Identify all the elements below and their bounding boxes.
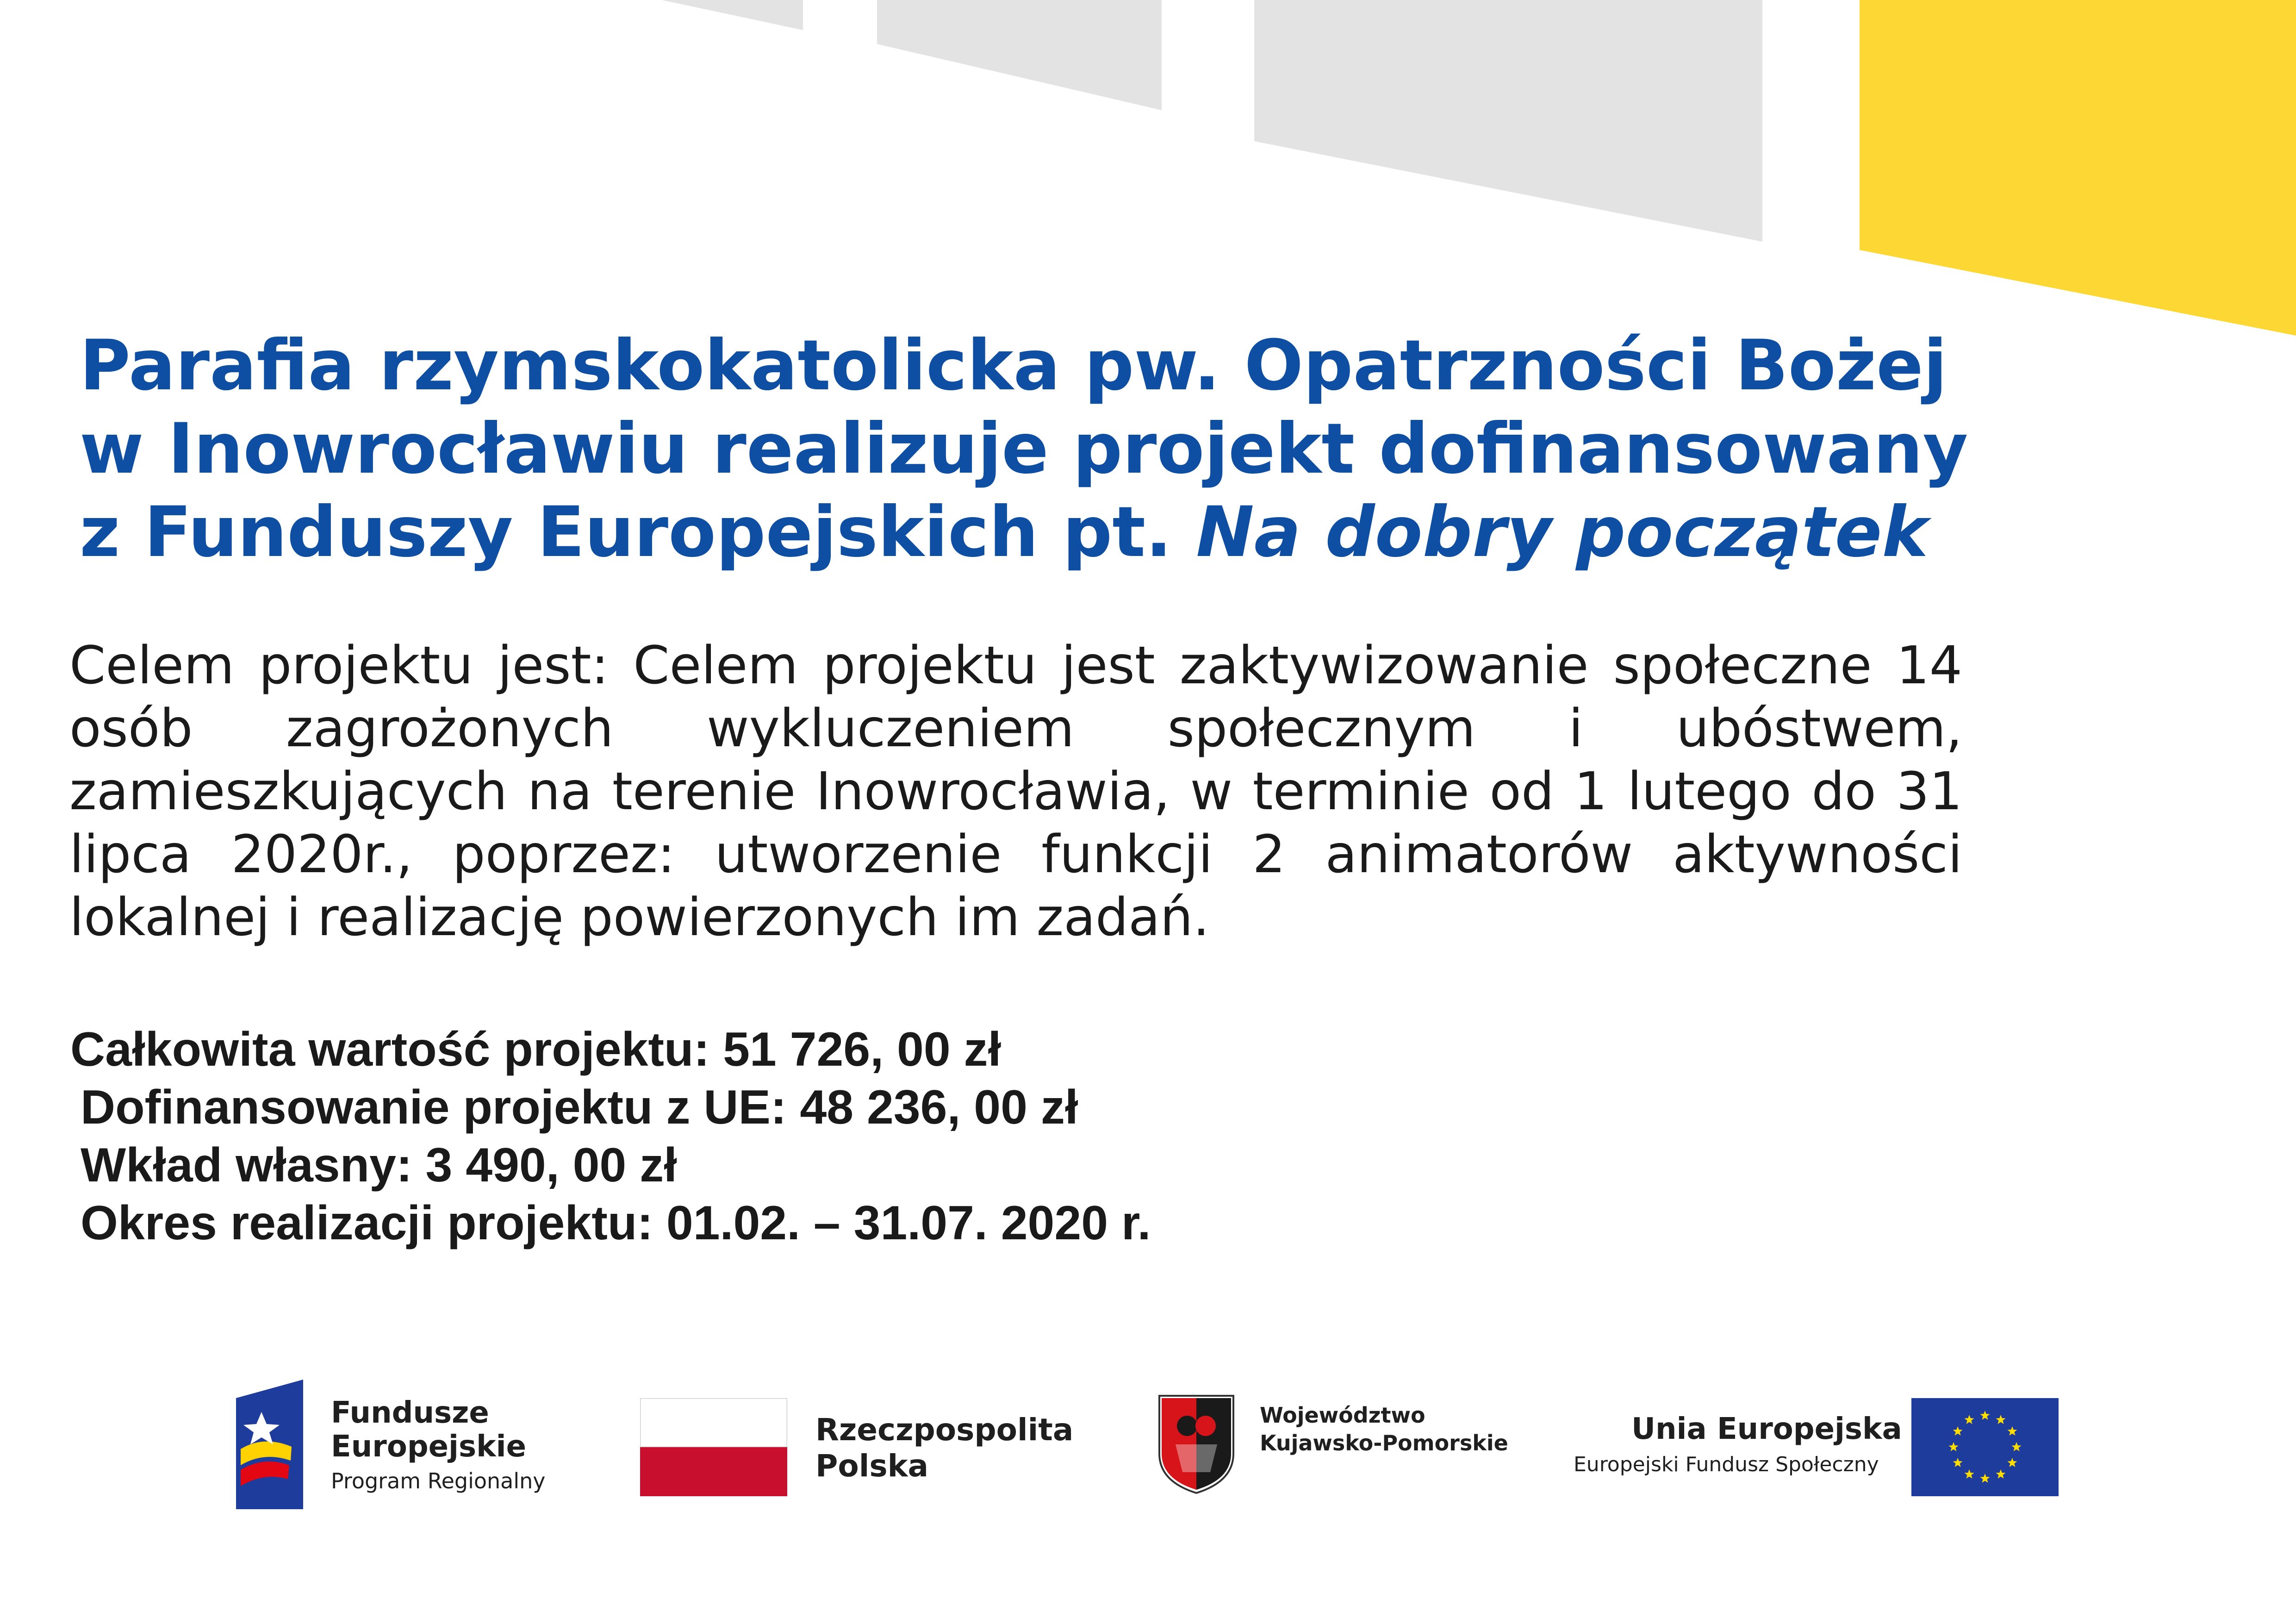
ue-line-2: Europejski Fundusz Społeczny [1574,1453,1879,1476]
own-contribution: Wkład własny: 3 490, 00 zł [81,1138,678,1192]
title-line-3-prefix: z Funduszy Europejskich pt. [80,492,1196,573]
fundusze-europejskie-logo-icon [236,1380,303,1509]
gray-band-3 [1254,0,1762,242]
kujawsko-pomorskie-coat-of-arms-icon [1157,1393,1236,1495]
fe-line-3: Program Regionalny [331,1468,546,1493]
gray-band-2 [877,0,1162,110]
project-facts [70,1021,1459,1252]
title-line-2: w Inowrocławiu realizuje projekt dofinansowany [80,409,1968,489]
poland-flag-icon [640,1398,787,1496]
fe-line-1: Fundusze [331,1396,489,1430]
ue-line-1: Unia Europejska [1631,1412,1902,1446]
page-title [80,324,1968,574]
title-line-3 [80,491,1929,574]
logos-strip [0,1370,2296,1518]
yellow-band [1860,0,2296,336]
total-value: Całkowita wartość projektu: 51 726, 00 zł [70,1023,1002,1076]
project-name: Na dobry początek [1196,492,1929,573]
project-description: Celem projektu jest: Celem projektu jest zaktywizowanie społeczne 14 osób zagrożonych wykluczeniem społecznym i ubóstwem, zamieszkujących na terenie Inowrocławia, w terminie od 1 lutego do 31 lipca 2020r., poprzez: utworzenie funkcji 2 animatorów aktywności lokalnej i realizację powierzonych im zadań. [69,636,1962,948]
eu-flag-icon [1911,1398,2059,1496]
fe-line-2: Europejskie [331,1430,526,1464]
kp-line-1: Województwo [1260,1403,1425,1428]
gray-band-1 [662,0,803,30]
decorative-top-bands [0,0,2296,352]
rp-line-1: Rzeczpospolita [815,1412,1074,1448]
eu-funding: Dofinansowanie projektu z UE: 48 236, 00 zł [81,1081,1078,1134]
title-line-1: Parafia rzymskokatolicka pw. Opatrzności Bożej [80,325,1948,406]
rp-line-2: Polska [815,1448,929,1484]
kp-line-2: Kujawsko-Pomorskie [1260,1430,1508,1455]
realization-period: Okres realizacji projektu: 01.02. – 31.07. 2020 r. [81,1196,1151,1250]
